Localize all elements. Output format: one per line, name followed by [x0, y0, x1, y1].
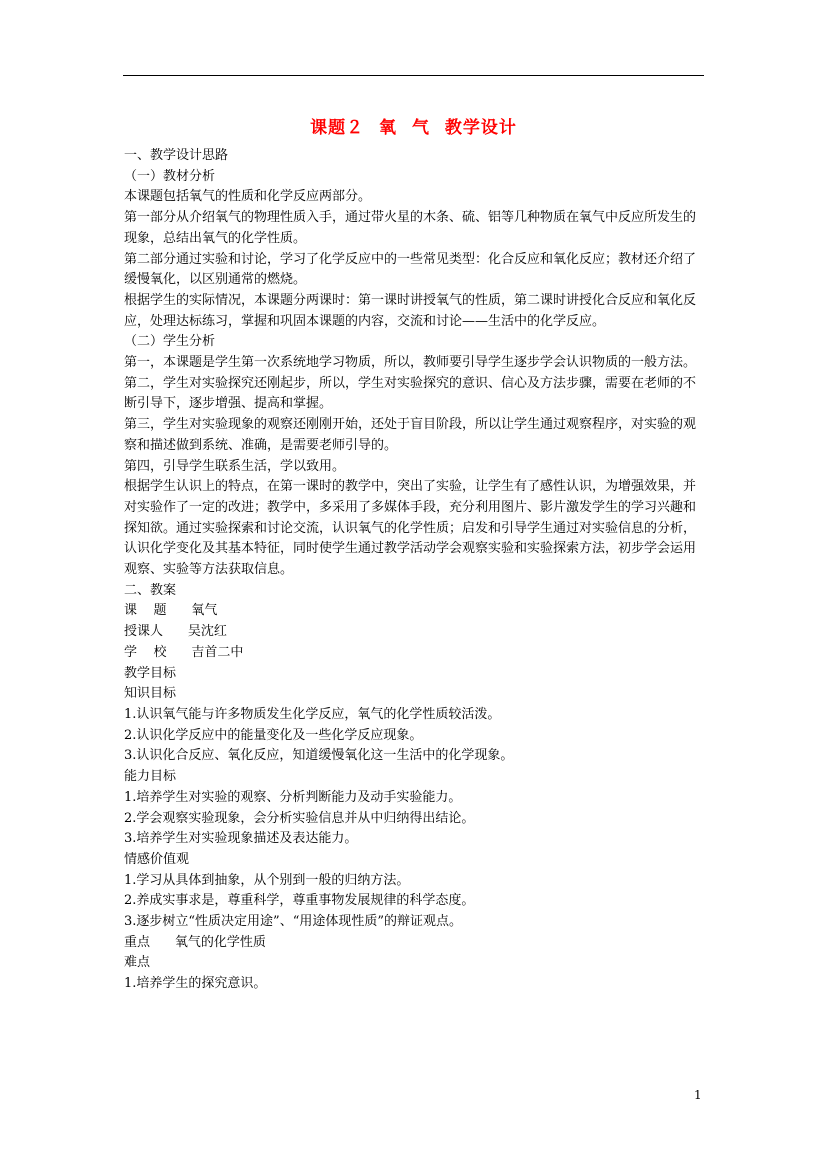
header-rule: [123, 75, 704, 76]
difficulty-item: 1.培养学生的探究意识。: [124, 976, 267, 992]
material-paragraph: 本课题包括氧气的性质和化学反应两部分。: [124, 189, 372, 205]
student-paragraph: 第二，学生对实验探究还刚起步，所以，学生对实验探究的意识、信心及方法步骤，需要在老师的不断引导下，逐步增强、提高和掌握。: [124, 375, 697, 412]
document-body: [124, 146, 706, 995]
page-number: 1: [694, 1088, 702, 1102]
knowledge-item: 2.认识化学反应中的能量变化及一些化学反应现象。: [124, 727, 423, 743]
school-label: 学 校: [124, 644, 167, 660]
key-point-value: 氧气的化学性质: [174, 934, 266, 950]
emotion-heading: 情感价值观: [124, 851, 190, 867]
difficulty-heading: 难点: [124, 955, 151, 971]
material-paragraph: 第一部分从介绍氧气的物理性质入手，通过带火星的木条、硫、铝等几种物质在氧气中反应所发生的现象，总结出氧气的化学性质。: [124, 210, 697, 246]
goals-heading: 教学目标: [124, 665, 177, 681]
material-paragraph: 根据学生的实际情况，本课题分两课时：第一课时讲授氧气的性质，第二课时讲授化合反应和氧化反应，处理达标练习，掌握和巩固本课题的内容，交流和讨论——生活中的化学反应。: [124, 292, 697, 329]
school-row: [124, 643, 706, 664]
student-paragraph: 根据学生认识上的特点，在第一课时的教学中，突出了实验，让学生有了感性认识，为增强效果，并对实验作了一定的改进；教学中，多采用了多媒体手段，充分利用图片、影片激发学生的学习兴趣和探知欲。通过实验探索和讨论交流，认识氧气的化学性质；启发和引导学生通过对实验信息的分析，认识化学变化及其基本特征，同时使学生通过教学活动学会观察实验和实验探索方法，初步学会运用观察、实验等方法获取信息。: [124, 479, 697, 578]
ability-item: 1.培养学生对实验的观察、分析判断能力及动手实验能力。: [124, 789, 462, 805]
topic-label: 课 题: [124, 603, 167, 619]
emotion-item: 3.逐步树立“性质决定用途”、“用途体现性质”的辩证观点。: [124, 914, 462, 930]
ability-item: 2.学会观察实验现象，会分析实验信息并从中归纳得出结论。: [124, 810, 475, 826]
student-paragraph: 第三，学生对实验现象的观察还刚刚开始，还处于盲目阶段，所以让学生通过观察程序，对实验的观察和描述做到系统、准确，是需要老师引导的。: [124, 417, 697, 453]
ability-item: 3.培养学生对实验现象描述及表达能力。: [124, 831, 358, 847]
key-point-row: [124, 933, 706, 954]
ability-heading: 能力目标: [124, 769, 177, 785]
material-analysis-heading: （一）教材分析: [124, 168, 216, 184]
student-analysis-heading: （二）学生分析: [124, 334, 216, 350]
document-title: 课题２ 氧 气 教学设计: [310, 118, 517, 138]
section-two-heading: 二、教案: [124, 582, 177, 598]
student-paragraph: 第一，本课题是学生第一次系统地学习物质，所以，教师要引导学生逐步学会认识物质的一般方法。: [124, 355, 697, 371]
key-point-label: 重点: [124, 934, 151, 950]
teacher-row: [124, 622, 706, 643]
knowledge-item: 1.认识氧气能与许多物质发生化学反应，氧气的化学性质较活泼。: [124, 706, 501, 722]
emotion-item: 1.学习从具体到抽象，从个别到一般的归纳方法。: [124, 872, 410, 888]
emotion-item: 2.养成实事求是，尊重科学，尊重事物发展规律的科学态度。: [124, 893, 475, 909]
section-one-heading: 一、教学设计思路: [124, 148, 229, 163]
teacher-label: 授课人: [124, 624, 164, 640]
topic-row: [124, 601, 706, 622]
knowledge-item: 3.认识化合反应、氧化反应，知道缓慢氧化这一生活中的化学现象。: [124, 748, 514, 764]
student-paragraph: 第四，引导学生联系生活，学以致用。: [124, 458, 346, 474]
knowledge-heading: 知识目标: [124, 686, 177, 702]
school-value: 吉首二中: [191, 644, 244, 660]
material-paragraph: 第二部分通过实验和讨论，学习了化学反应中的一些常见类型：化合反应和氧化反应；教材还介绍了缓慢氧化，以区别通常的燃烧。: [124, 251, 697, 288]
topic-value: 氧气: [191, 603, 218, 619]
teacher-value: 吴沈红: [187, 624, 227, 640]
